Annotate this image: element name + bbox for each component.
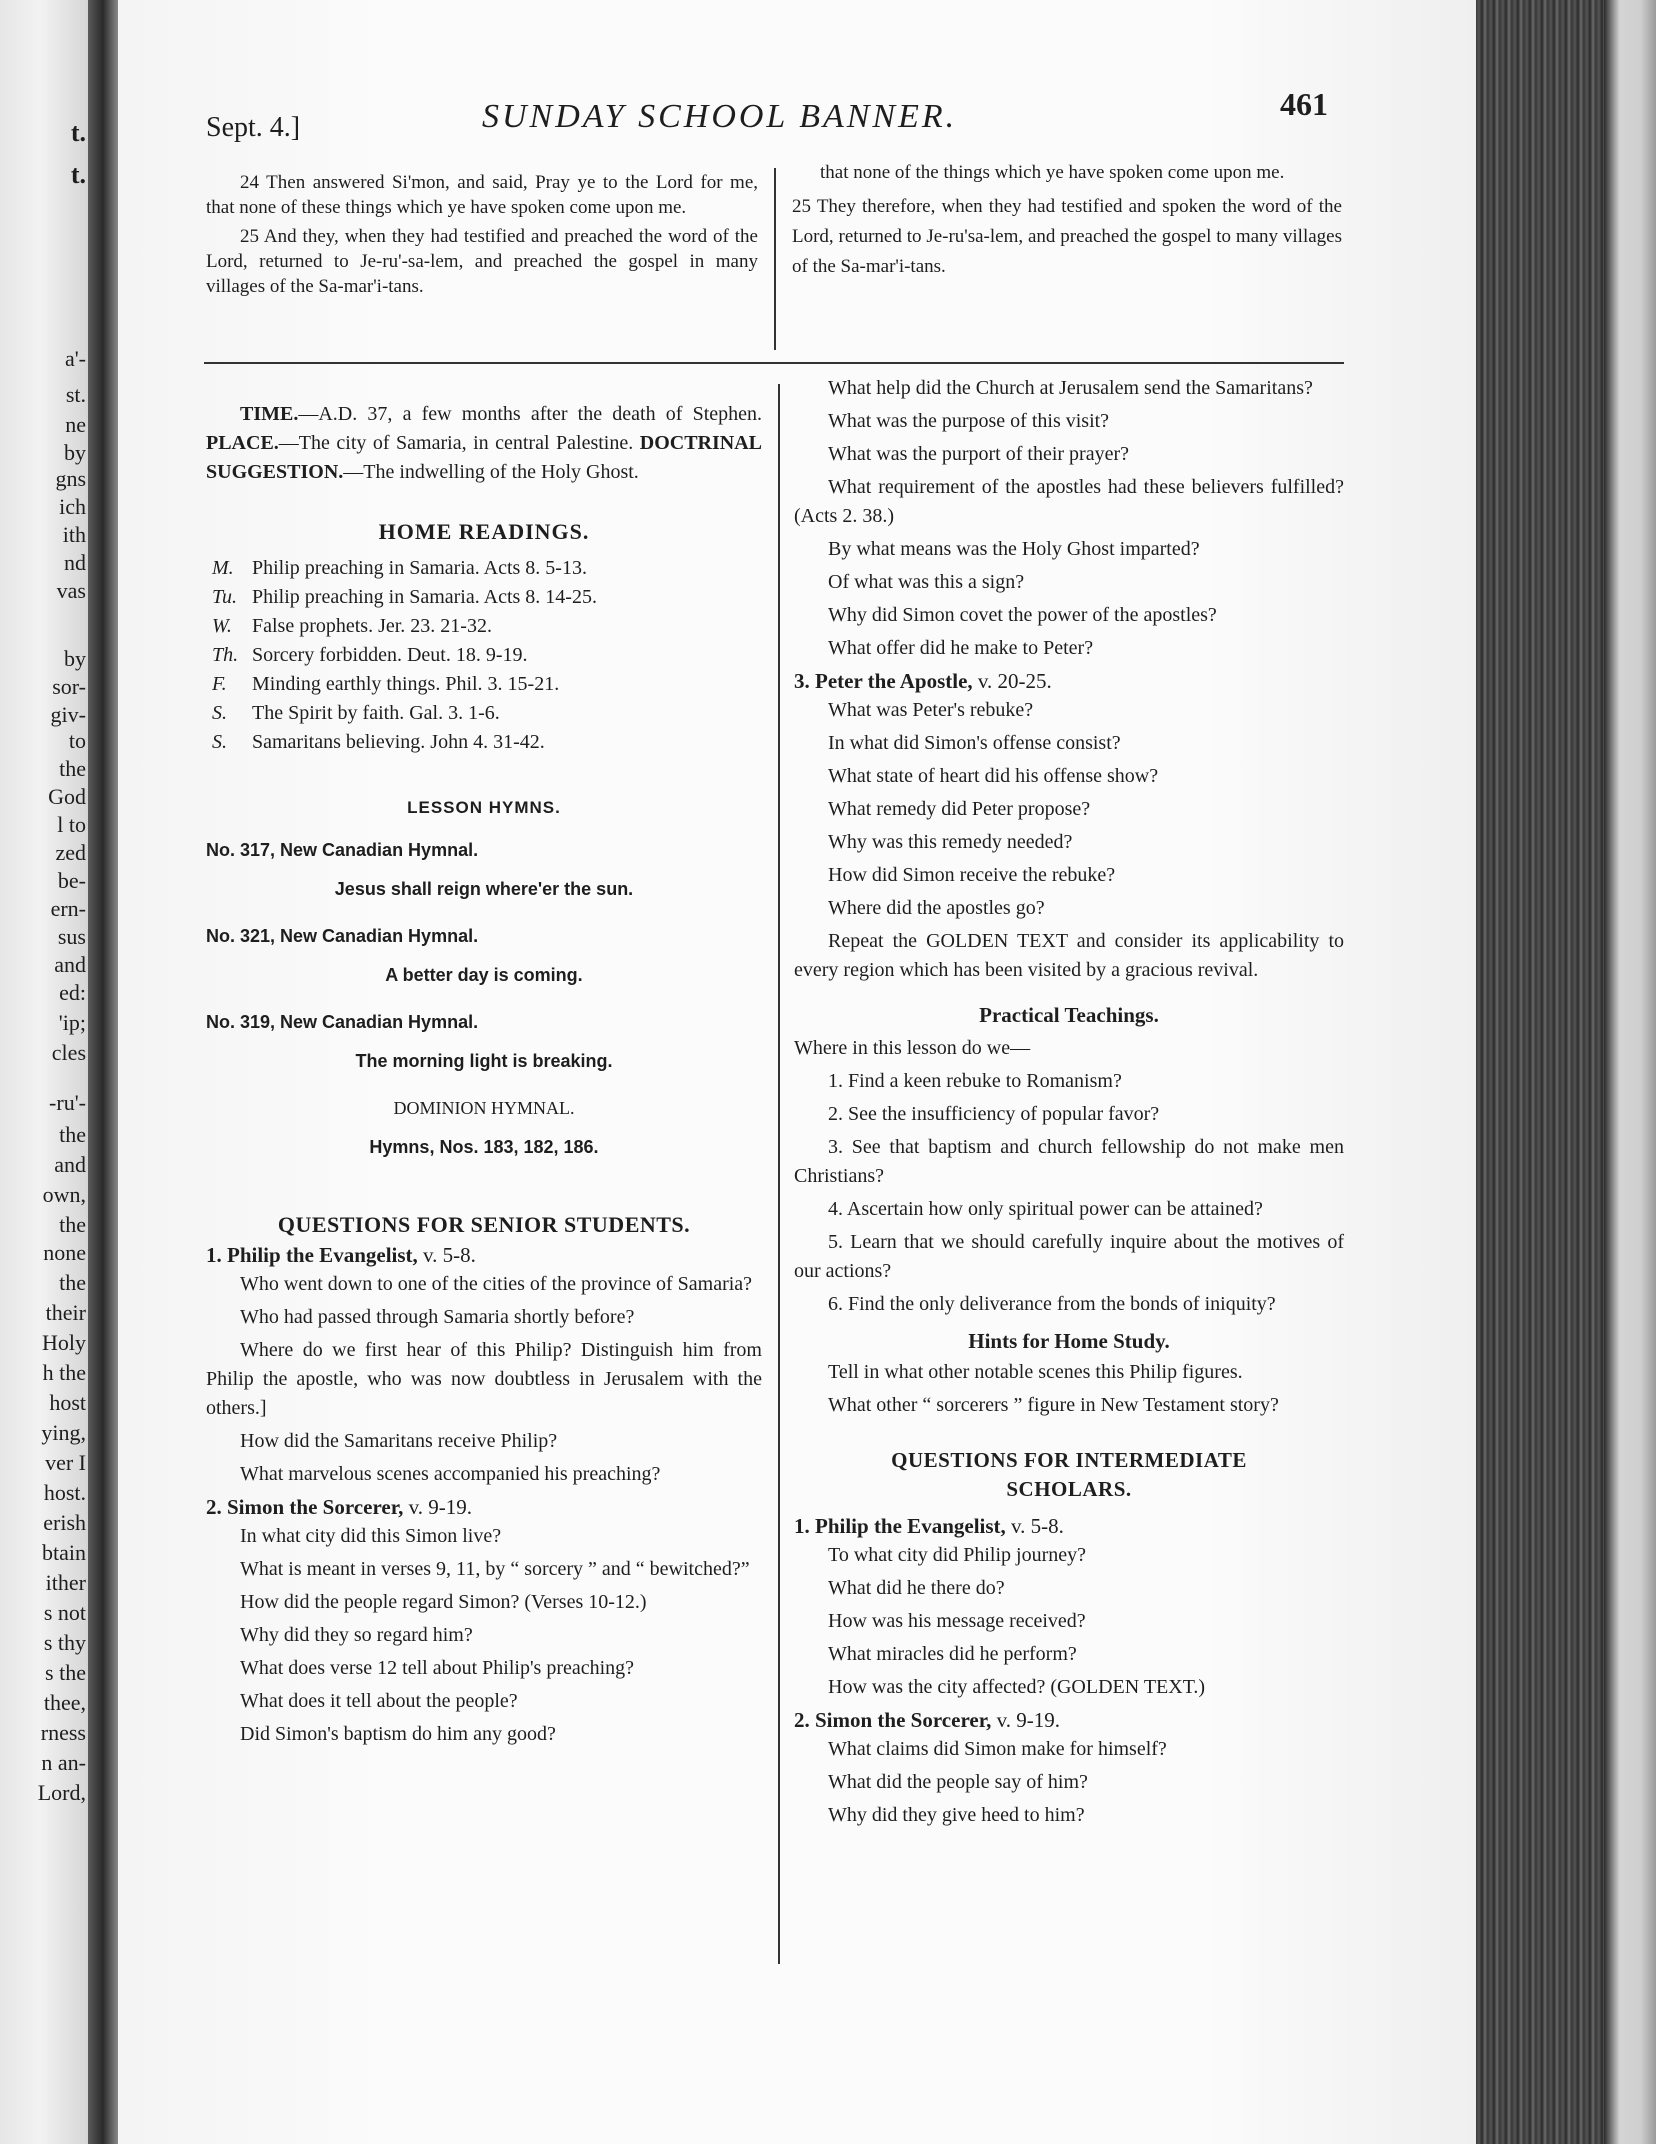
doctrinal-text: —The indwelling of the Holy Ghost. — [343, 461, 639, 483]
column-divider — [778, 384, 780, 1964]
practical-item: 2. See the insufficiency of popular favor? — [828, 1103, 1160, 1125]
reading-text: Minding earthly things. Phil. 3. 15-21. — [252, 673, 560, 695]
margin-fragment: their — [45, 1300, 86, 1325]
margin-fragment: host — [49, 1390, 86, 1415]
practical-heading: Practical Teachings. — [979, 1003, 1159, 1027]
left-column — [206, 400, 762, 1753]
intermediate-heading-2: SCHOLARS. — [1006, 1477, 1132, 1501]
section-title: 2. Simon the Sorcerer, — [794, 1708, 992, 1732]
section-ref: v. 9-19. — [403, 1495, 472, 1519]
intermediate-section-2-questions — [794, 1735, 1344, 1830]
reading-row — [206, 670, 762, 699]
question: What state of heart did his offense show? — [828, 765, 1159, 787]
reading-day: Tu. — [212, 586, 238, 608]
doctrinal-label: DOCTRINAL SUGGESTION. — [206, 432, 762, 483]
intro-paragraph — [206, 400, 762, 487]
intermediate-section-2-title — [794, 1706, 1344, 1735]
practical-intro: Where in this lesson do we— — [794, 1037, 1031, 1059]
practical-item: 6. Find the only deliverance from the bonds of iniquity? — [828, 1293, 1276, 1315]
question: How did the people regard Simon? (Verses 10-12.) — [240, 1591, 647, 1613]
intermediate-section-1-questions — [794, 1541, 1344, 1702]
question: What help did the Church at Jerusalem send the Samaritans? — [828, 377, 1313, 399]
margin-fragment: s the — [45, 1660, 86, 1685]
margin-fragment: ich — [59, 494, 86, 519]
margin-fragment: a'- — [64, 346, 86, 371]
previous-page-margin — [0, 0, 100, 2144]
margin-fragment: to — [68, 728, 86, 753]
question: How was his message received? — [828, 1610, 1086, 1632]
reading-day: S. — [212, 731, 227, 753]
practical-item: 3. See that baptism and church fellowship do not make men Christians? — [794, 1136, 1344, 1187]
dominion-hymnal: DOMINION HYMNAL. — [393, 1098, 575, 1118]
margin-fragment: vas — [56, 578, 86, 603]
reading-day: S. — [212, 702, 227, 724]
margin-fragment: sus — [57, 924, 86, 949]
question: What requirement of the apostles had these believers fulfilled? (Acts 2. 38.) — [794, 476, 1344, 527]
question: What did the people say of him? — [828, 1771, 1088, 1793]
reading-text: The Spirit by faith. Gal. 3. 1-6. — [252, 702, 500, 724]
margin-fragment: btain — [42, 1540, 86, 1565]
question: What did he there do? — [828, 1577, 1005, 1599]
margin-fragment: rness — [40, 1720, 86, 1745]
hymn-title: A better day is coming. — [385, 965, 583, 985]
reading-row — [206, 612, 762, 641]
question: Repeat the GOLDEN TEXT and consider its applicability to every region which has been visited by a gracious revival. — [794, 930, 1344, 981]
reading-text: Philip preaching in Samaria. Acts 8. 14-25. — [252, 586, 597, 608]
dominion-hymn-numbers: Hymns, Nos. 183, 182, 186. — [369, 1137, 599, 1157]
question: Where do we first hear of this Philip? Distinguish him from Philip the apostle, who was now doubtless in Jerusalem with the others.] — [206, 1339, 762, 1419]
margin-fragment: ith — [62, 522, 86, 547]
question: What miracles did he perform? — [828, 1643, 1077, 1665]
section-ref: v. 9-19. — [991, 1708, 1060, 1732]
reading-row — [206, 554, 762, 583]
margin-fragment: and — [54, 1152, 86, 1177]
margin-fragment: giv- — [50, 702, 86, 727]
question: Why did they so regard him? — [240, 1624, 473, 1646]
margin-fragment: t. — [70, 160, 86, 189]
verse-24-right: that none of the things which ye have spoken come upon me. — [820, 162, 1285, 183]
question: Where did the apostles go? — [828, 897, 1045, 919]
place-text: —The city of Samaria, in central Palestine. — [278, 432, 634, 454]
senior-section-2-title — [206, 1493, 762, 1522]
book-cover-edge — [1604, 0, 1656, 2144]
margin-fragment: zed — [55, 840, 86, 865]
header-date: Sept. 4.] — [206, 112, 301, 143]
reading-text: Philip preaching in Samaria. Acts 8. 5-13. — [252, 557, 587, 579]
header-title: SUNDAY SCHOOL BANNER. — [482, 98, 958, 135]
margin-fragment: l to — [57, 812, 86, 837]
margin-fragment: ver I — [45, 1450, 86, 1475]
intermediate-heading-1: QUESTIONS FOR INTERMEDIATE — [891, 1448, 1247, 1472]
margin-fragment: God — [48, 784, 86, 809]
question: What claims did Simon make for himself? — [828, 1738, 1167, 1760]
margin-fragment: ither — [45, 1570, 86, 1595]
question: How was the city affected? (GOLDEN TEXT.) — [828, 1676, 1206, 1698]
margin-fragment: the — [59, 1122, 86, 1147]
hint-item: What other “ sorcerers ” figure in New Testament story? — [828, 1394, 1279, 1416]
margin-fragment: s thy — [43, 1630, 86, 1655]
margin-fragment: 'ip; — [58, 1010, 86, 1035]
margin-fragment: own, — [42, 1182, 86, 1207]
margin-fragment: nd — [64, 550, 86, 575]
question: Did Simon's baptism do him any good? — [240, 1723, 556, 1745]
senior-section-1-title — [206, 1241, 762, 1270]
book-page-edges — [1476, 0, 1656, 2144]
right-column — [794, 374, 1344, 1834]
question: What marvelous scenes accompanied his preaching? — [240, 1463, 661, 1485]
section-ref: v. 5-8. — [1005, 1514, 1064, 1538]
question: How did the Samaritans receive Philip? — [240, 1430, 558, 1452]
section-title: 2. Simon the Sorcerer, — [206, 1495, 404, 1519]
question: Why did they give heed to him? — [828, 1804, 1085, 1826]
margin-fragment: Holy — [42, 1330, 86, 1355]
margin-fragment: the — [59, 756, 86, 781]
question: What was Peter's rebuke? — [828, 699, 1034, 721]
hymn-title: Jesus shall reign where'er the sun. — [334, 879, 634, 899]
scripture-rule — [204, 362, 1344, 364]
question: What is meant in verses 9, 11, by “ sorcery ” and “ bewitched?” — [240, 1558, 750, 1580]
reading-text: Samaritans believing. John 4. 31-42. — [252, 731, 545, 753]
margin-fragment: by — [64, 440, 86, 465]
question: How did Simon receive the rebuke? — [828, 864, 1116, 886]
reading-row — [206, 699, 762, 728]
question: Who went down to one of the cities of the province of Samaria? — [240, 1273, 753, 1295]
question: What does it tell about the people? — [240, 1690, 518, 1712]
margin-fragment: Lord, — [37, 1780, 86, 1805]
margin-fragment: be- — [57, 868, 86, 893]
question: In what city did this Simon live? — [240, 1525, 502, 1547]
reading-row — [206, 583, 762, 612]
reading-day: F. — [212, 673, 227, 695]
margin-fragment: ying, — [41, 1420, 86, 1445]
margin-fragment: by — [64, 646, 86, 671]
question: Who had passed through Samaria shortly before? — [240, 1306, 635, 1328]
practical-list — [794, 1067, 1344, 1319]
margin-fragment: ern- — [50, 896, 86, 921]
margin-fragment: none — [43, 1240, 86, 1265]
reading-day: M. — [212, 557, 234, 579]
question: What was the purport of their prayer? — [828, 443, 1129, 465]
page-number: 461 — [1280, 86, 1328, 122]
margin-fragment: ne — [65, 412, 86, 437]
question: What offer did he make to Peter? — [828, 637, 1094, 659]
margin-fragment: thee, — [43, 1690, 86, 1715]
margin-fragment: and — [54, 952, 86, 977]
home-readings-heading: HOME READINGS. — [378, 519, 590, 544]
margin-fragment: sor- — [52, 674, 86, 699]
question: In what did Simon's offense consist? — [828, 732, 1121, 754]
margin-fragment: cles — [51, 1040, 86, 1065]
hymn-title: The morning light is breaking. — [355, 1051, 613, 1071]
margin-fragment: n an- — [41, 1750, 86, 1775]
margin-fragment: s not — [43, 1600, 86, 1625]
margin-fragment: t. — [70, 118, 86, 147]
time-label: TIME. — [240, 403, 299, 425]
question: What was the purpose of this visit? — [828, 410, 1110, 432]
margin-fragment: st. — [65, 382, 86, 407]
hints-heading: Hints for Home Study. — [968, 1329, 1170, 1353]
reading-text: Sorcery forbidden. Deut. 18. 9-19. — [252, 644, 528, 666]
senior-section-3-title — [794, 667, 1344, 696]
question: What does verse 12 tell about Philip's preaching? — [240, 1657, 635, 1679]
reading-text: False prophets. Jer. 23. 21-32. — [252, 615, 492, 637]
place-label: PLACE. — [206, 432, 279, 454]
senior-section-2-questions — [206, 1522, 762, 1749]
margin-fragment: the — [59, 1270, 86, 1295]
home-readings-list — [206, 554, 762, 757]
section-title: 3. Peter the Apostle, — [794, 669, 973, 693]
book-gutter — [88, 0, 118, 2144]
margin-fragment: -ru'- — [49, 1090, 86, 1115]
margin-fragment: erish — [43, 1510, 86, 1535]
hymn-list — [206, 836, 762, 1076]
question: Why was this remedy needed? — [828, 831, 1073, 853]
margin-fragment: h the — [42, 1360, 86, 1385]
senior-heading: QUESTIONS FOR SENIOR STUDENTS. — [277, 1212, 691, 1237]
verse-25-left: 25 And they, when they had testified and preached the word of the Lord, returned to Je-ru'-sa-lem, and preached the gospel in many villages of the Sa-mar'i-tans. — [206, 226, 758, 297]
section-ref: v. 20-25. — [972, 669, 1052, 693]
practical-item: 4. Ascertain how only spiritual power can be attained? — [828, 1198, 1263, 1220]
reading-row — [206, 641, 762, 670]
hymn-number: No. 321, New Canadian Hymnal. — [206, 926, 479, 946]
section-ref: v. 5-8. — [417, 1243, 476, 1267]
senior-section-1-questions — [206, 1270, 762, 1489]
hymn-number: No. 319, New Canadian Hymnal. — [206, 1012, 479, 1032]
practical-item: 1. Find a keen rebuke to Romanism? — [828, 1070, 1122, 1092]
scripture-left — [206, 170, 758, 303]
senior-section-2-continued — [794, 374, 1344, 663]
question: Of what was this a sign? — [828, 571, 1025, 593]
reading-day: W. — [212, 615, 232, 637]
question: By what means was the Holy Ghost imparted? — [828, 538, 1200, 560]
lesson-hymns-heading: LESSON HYMNS. — [407, 798, 561, 817]
question: To what city did Philip journey? — [828, 1544, 1087, 1566]
verse-25-right: 25 They therefore, when they had testified and spoken the word of the Lord, returned to Je-ru'sa-lem, and preached the gospel to many villages of the Sa-mar'i-tans. — [792, 196, 1342, 277]
scripture-divider — [774, 168, 776, 350]
practical-item: 5. Learn that we should carefully inquire about the motives of our actions? — [794, 1231, 1344, 1282]
scripture-right — [792, 158, 1342, 286]
senior-section-3-questions — [794, 696, 1344, 985]
hints-list — [794, 1358, 1344, 1420]
time-text: —A.D. 37, a few months after the death of Stephen. — [298, 403, 762, 425]
reading-row — [206, 728, 762, 757]
section-title: 1. Philip the Evangelist, — [206, 1243, 418, 1267]
margin-fragment: the — [59, 1212, 86, 1237]
margin-fragment: ed: — [59, 980, 86, 1005]
margin-fragment: gns — [55, 466, 86, 491]
question: What remedy did Peter propose? — [828, 798, 1091, 820]
question: Why did Simon covet the power of the apostles? — [828, 604, 1217, 626]
margin-fragment: host. — [43, 1480, 86, 1505]
intermediate-section-1-title — [794, 1512, 1344, 1541]
verse-24-left: 24 Then answered Si'mon, and said, Pray ye to the Lord for me, that none of these things which ye have spoken come upon me. — [206, 172, 758, 218]
section-title: 1. Philip the Evangelist, — [794, 1514, 1006, 1538]
hymn-number: No. 317, New Canadian Hymnal. — [206, 840, 479, 860]
hint-item: Tell in what other notable scenes this Philip figures. — [828, 1361, 1243, 1383]
reading-day: Th. — [212, 644, 239, 666]
